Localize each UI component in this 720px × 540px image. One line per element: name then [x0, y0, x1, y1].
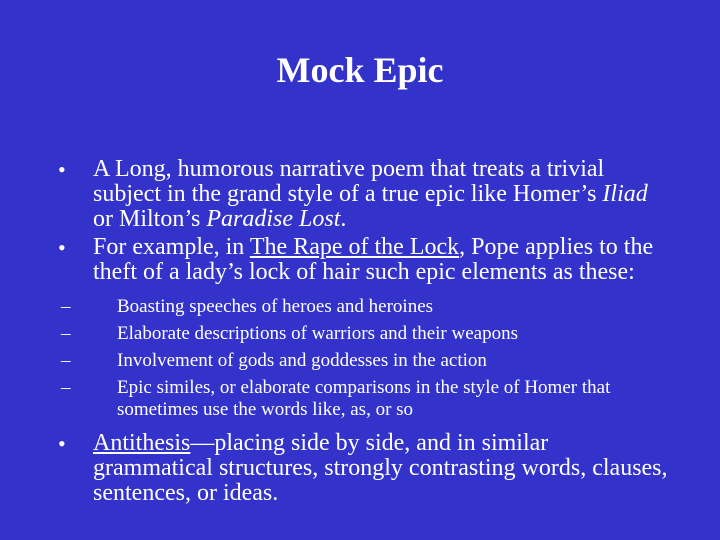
bullet-text: [93, 157, 668, 232]
dash-icon: –: [61, 350, 71, 371]
sub-list-item: [61, 296, 668, 318]
antithesis-term: Antithesis: [93, 430, 191, 456]
sub-list-item: [61, 323, 668, 345]
bullet-icon: •: [58, 157, 66, 182]
sub-list-item: [61, 377, 668, 421]
bullet-text-part: —placing side by side, and in similar grammatical structures, strongly contrasting words, clauses, sentences, or ideas.: [93, 430, 668, 506]
sub-item-text: Epic similes, or elaborate comparisons in the style of Homer that sometimes use the words like, as, or so: [117, 377, 611, 420]
dash-icon: –: [61, 323, 71, 344]
sub-list: [58, 296, 668, 421]
bullet-text: [93, 235, 668, 285]
bullet-text-part: A Long, humorous narrative poem that treats a trivial subject in the grand style of a true epic like Homer’s: [93, 156, 605, 207]
paradise-lost-title: Paradise Lost: [206, 206, 341, 232]
sub-item-text: Elaborate descriptions of warriors and their weapons: [117, 323, 518, 344]
dash-icon: –: [61, 377, 71, 398]
sub-list-item: [61, 350, 668, 372]
dash-icon: –: [61, 296, 71, 317]
bullet-text-part: , Pope applies to the theft of a lady’s lock of hair such epic elements as these:: [93, 234, 654, 285]
bullet-text-part: For example, in: [93, 234, 250, 260]
slide-body: [58, 157, 668, 506]
iliad-title: Iliad: [602, 181, 648, 207]
bullet-item: [58, 235, 668, 285]
bullet-item: [58, 431, 668, 506]
bullet-text: [93, 431, 668, 506]
bullet-text-part: or Milton’s: [93, 206, 207, 232]
rape-of-the-lock-title: The Rape of the Lock: [249, 234, 460, 260]
slide-title: Mock Epic: [276, 50, 444, 90]
sub-item-text: Boasting speeches of heroes and heroines: [117, 296, 434, 317]
bullet-item: [58, 157, 668, 232]
bullet-text-part: .: [340, 206, 347, 232]
sub-item-text: Involvement of gods and goddesses in the action: [117, 350, 487, 371]
bullet-icon: •: [58, 235, 66, 260]
bullet-icon: •: [58, 431, 66, 456]
